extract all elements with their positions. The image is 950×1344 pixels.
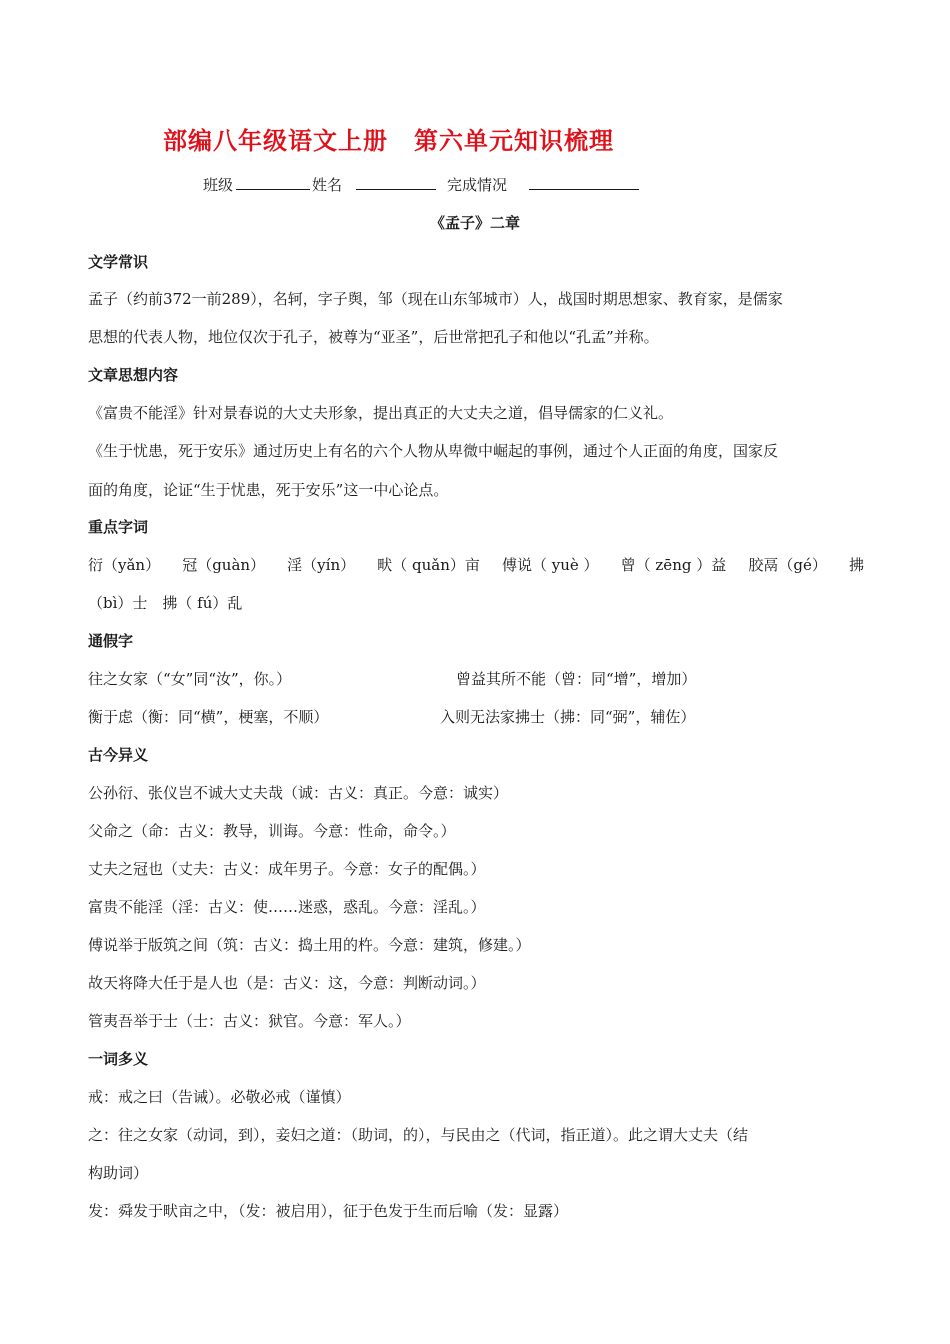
section-heading-ideas: 文章思想内容 <box>88 366 179 384</box>
tongjia-item: 往之女家（“女”同“汝”，你。） <box>88 670 292 688</box>
title-part1: 部编八年级语文上册 <box>163 127 388 155</box>
chapter-title: 《孟子》二章 <box>429 214 520 232</box>
gujin-item: 故天将降大任于是人也（是：古义：这，今意：判断动词。） <box>88 974 486 992</box>
status-blank <box>529 189 639 190</box>
section-heading-polysemy: 一词多义 <box>88 1050 149 1068</box>
section-heading-gujin: 古今异义 <box>88 746 149 764</box>
section-heading-literature: 文学常识 <box>88 253 149 271</box>
key-words-row-2: （bì）士 拂（ fú）乱 <box>88 594 243 612</box>
key-word-item: 衍（yǎn） <box>88 556 161 574</box>
key-word-item: 曾（ zēng ）益 <box>620 556 727 574</box>
document-title <box>163 121 614 156</box>
key-word-item: 拂 <box>848 556 864 574</box>
gujin-item: 公孙衍、张仪岂不诚大丈夫哉（诚：古义：真正。今意：诚实） <box>88 784 509 802</box>
key-words-row <box>88 554 864 575</box>
key-word-item: 傅说（ yuè ） <box>501 556 599 574</box>
class-label: 班级 <box>203 176 234 194</box>
polysemy-item: 之：往之女家（动词，到），妾妇之道：（助词，的），与民由之（代词，指正道）。此之谓大丈夫（结 <box>88 1126 749 1144</box>
key-word-item: 冠（guàn） <box>182 556 266 574</box>
gujin-item: 傅说举于版筑之间（筑：古义：捣土用的杵。今意：建筑，修建。） <box>88 936 531 954</box>
paragraph-line: 思想的代表人物，地位仅次于孔子，被尊为“亚圣”，后世常把孔子和他以“孔孟”并称。 <box>88 328 659 346</box>
tongjia-item: 入则无法家拂士（拂：同“弼”，辅佐） <box>440 708 696 726</box>
polysemy-item: 构助词） <box>88 1164 149 1182</box>
key-word-item: 胶鬲（gé） <box>748 556 827 574</box>
polysemy-item: 戒：戒之曰（告诫）。必敬必戒（谨慎） <box>88 1088 351 1106</box>
key-word-item: 畎（ quǎn）亩 <box>377 556 480 574</box>
name-label: 姓名 <box>312 176 343 194</box>
class-blank <box>236 189 310 190</box>
paragraph-line: 孟子（约前372一前289），名轲，字子舆，邹（现在山东邹城市）人，战国时期思想家、教育家，是儒家 <box>88 290 783 308</box>
gujin-item: 管夷吾举于士（士：古义：狱官。今意：军人。） <box>88 1012 411 1030</box>
tongjia-item: 曾益其所不能（曾：同“增”，增加） <box>456 670 697 688</box>
section-heading-tongjia: 通假字 <box>88 632 134 650</box>
title-part2: 第六单元知识梳理 <box>414 127 614 155</box>
paragraph-line: 面的角度，论证“生于忧患，死于安乐”这一中心论点。 <box>88 481 449 499</box>
gujin-item: 父命之（命：古义：教导，训诲。今意：性命，命令。） <box>88 822 456 840</box>
gujin-item: 丈夫之冠也（丈夫：古义：成年男子。今意：女子的配偶。） <box>88 860 486 878</box>
section-heading-key-words: 重点字词 <box>88 518 149 536</box>
status-label: 完成情况 <box>447 176 508 194</box>
key-word-item: 淫（yín） <box>287 556 356 574</box>
gujin-item: 富贵不能淫（淫：古义：使……迷惑，惑乱。今意：淫乱。） <box>88 898 486 916</box>
paragraph-line: 《生于忧患，死于安乐》通过历史上有名的六个人物从卑微中崛起的事例，通过个人正面的角度，国家反 <box>88 442 779 460</box>
polysemy-item: 发：舜发于畎亩之中，（发：被启用），征于色发于生而后喻（发：显露） <box>88 1202 569 1220</box>
tongjia-item: 衡于虑（衡：同“横”，梗塞，不顺） <box>88 708 329 726</box>
paragraph-line: 《富贵不能淫》针对景春说的大丈夫形象，提出真正的大丈夫之道，倡导儒家的仁义礼。 <box>88 404 674 422</box>
name-blank <box>356 189 436 190</box>
